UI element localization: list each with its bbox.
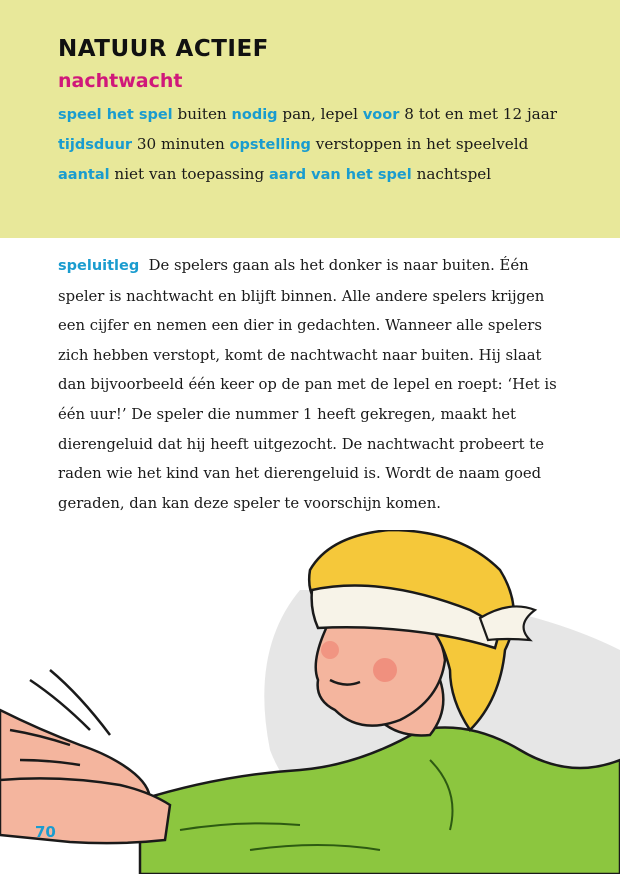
nose-tip	[321, 641, 339, 659]
label-play: speel het spel	[58, 107, 173, 123]
section-title: NATUUR ACTIEF	[58, 36, 269, 62]
label-type: aard van het spel	[269, 167, 412, 183]
value-needs: pan, lepel	[282, 105, 359, 123]
page-number: 70	[35, 823, 56, 841]
value-duration: 30 minuten	[136, 135, 225, 153]
label-setup: opstelling	[229, 137, 311, 153]
cheek	[373, 658, 397, 682]
explanation-text: De spelers gaan als het donker is naar buiten. Één speler is nachtwacht en blijft binnen. Alle andere spelers krijgen een cijfer en nemen een dier in gedachten. Wanneer alle spelers zich hebben verstopt, komt de nachtwacht naar buiten. Hij slaat dan bijvoorbeeld één keer op de pan met de lepel en roept: ‘Het is één uur!’ De speler die nummer 1 heeft gekregen, maakt het dierengeluid dat hij heeft uitgezocht. De nachtwacht probeert te raden wie het kind van het dierengeluid is. Wordt de naam goed geraden, dan kan deze speler te voorschijn komen.	[58, 257, 557, 512]
value-for: 8 tot en met 12 jaar	[404, 105, 558, 123]
value-type: nachtspel	[416, 165, 492, 183]
game-info	[58, 100, 558, 190]
explanation-label: speluitleg	[58, 258, 140, 274]
value-play: buiten	[177, 105, 227, 123]
explanation	[58, 251, 568, 518]
game-title: nachtwacht	[58, 70, 183, 92]
label-count: aantal	[58, 167, 110, 183]
label-for: voor	[362, 107, 400, 123]
value-setup: verstoppen in het speelveld	[315, 135, 529, 153]
blindfolded-child-illustration	[0, 530, 620, 874]
label-duration: tijdsduur	[58, 137, 133, 153]
value-count: niet van toepassing	[114, 165, 265, 183]
label-needs: nodig	[231, 107, 278, 123]
